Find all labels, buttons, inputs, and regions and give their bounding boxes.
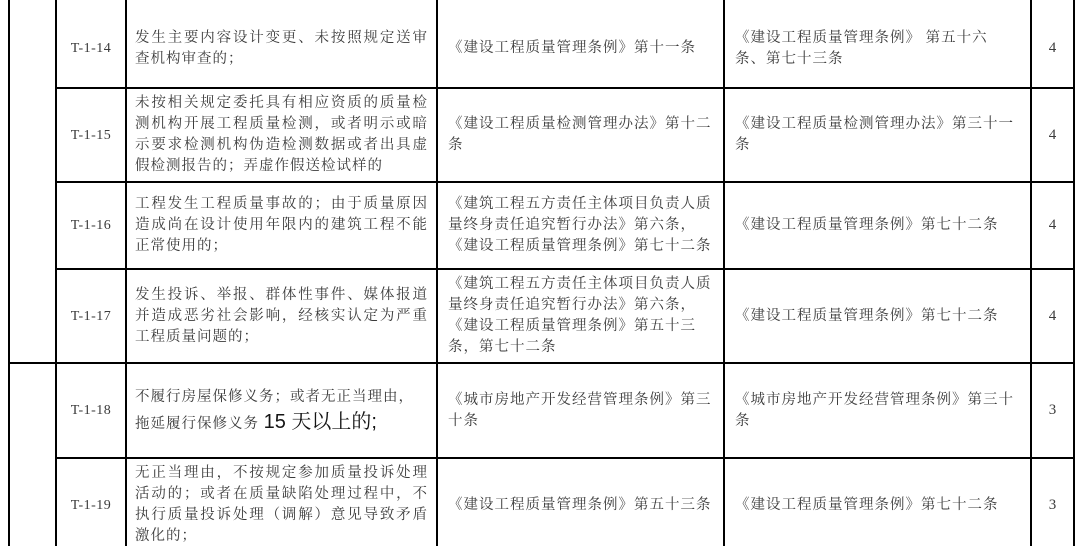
penalty-basis-cell: 《建设工程质量管理条例》第七十二条 [724,458,1031,546]
code-cell: T-1-14 [56,0,126,88]
violation-highlight-text: 15 天以上的; [263,410,377,433]
table-left-border-continuation [8,538,10,546]
legal-basis-cell: 《建设工程质量管理条例》第十一条 [437,0,724,88]
violation-cell [126,363,437,458]
legal-basis-cell: 《城市房地产开发经营管理条例》第三 十条 [437,363,724,458]
violation-cell: 发生主要内容设计变更、未按照规定送审查机构审查的； [126,0,437,88]
regulations-table [8,0,1075,546]
score-cell: 3 [1031,363,1074,458]
violation-cell: 无正当理由，不按规定参加质量投诉处理活动的；或者在质量缺陷处理过程中，不执行质量投诉处理（调解）意见导致矛盾激化的； [126,458,437,546]
penalty-basis-cell: 《建设工程质量管理条例》 第五十六 条、第七十三条 [724,0,1031,88]
table-row [9,182,1074,269]
code-cell: T-1-19 [56,458,126,546]
code-cell: T-1-16 [56,182,126,269]
violation-cell: 发生投诉、举报、群体性事件、媒体报道并造成恶劣社会影响，经核实认定为严重工程质量问题的； [126,269,437,363]
score-cell: 4 [1031,182,1074,269]
violation-cell: 工程发生工程质量事故的；由于质量原因造成尚在设计使用年限内的建筑工程不能正常使用的； [126,182,437,269]
legal-basis-cell: 《建筑工程五方责任主体项目负责人质 量终身责任追究暂行办法》第六条， 《建设工程质量管理条例》第七十二条 [437,182,724,269]
penalty-basis-cell: 《建设工程质量检测管理办法》第三十一 条 [724,88,1031,182]
violation-text-line1: 不履行房屋保修义务；或者无正当理由， [135,388,414,405]
legal-basis-cell: 《建设工程质量管理条例》第五十三条 [437,458,724,546]
table-row [9,88,1074,182]
score-cell: 3 [1031,458,1074,546]
legal-basis-cell: 《建设工程质量检测管理办法》第十二 条 [437,88,724,182]
table-row [9,363,1074,458]
code-cell: T-1-18 [56,363,126,458]
score-cell: 4 [1031,0,1074,88]
penalty-basis-cell: 《建设工程质量管理条例》第七十二条 [724,269,1031,363]
code-cell: T-1-15 [56,88,126,182]
score-cell: 4 [1031,269,1074,363]
legal-basis-cell: 《建筑工程五方责任主体项目负责人质 量终身责任追究暂行办法》第六条， 《建设工程质量管理条例》第五十三 条，第七十二条 [437,269,724,363]
code-cell: T-1-17 [56,269,126,363]
category-cell [9,363,56,546]
violation-cell: 未按相关规定委托具有相应资质的质量检测机构开展工程质量检测，或者明示或暗示要求检测机构伪造检测数据或者出具虚假检测报告的；弄虚作假送检试样的 [126,88,437,182]
table-row [9,269,1074,363]
violation-text-line2: 拖延履行保修义务 [135,415,264,432]
table-row [9,458,1074,546]
penalty-basis-cell: 《建设工程质量管理条例》第七十二条 [724,182,1031,269]
score-cell: 4 [1031,88,1074,182]
table-row [9,0,1074,88]
category-cell [9,0,56,363]
penalty-basis-cell: 《城市房地产开发经营管理条例》第三十 条 [724,363,1031,458]
